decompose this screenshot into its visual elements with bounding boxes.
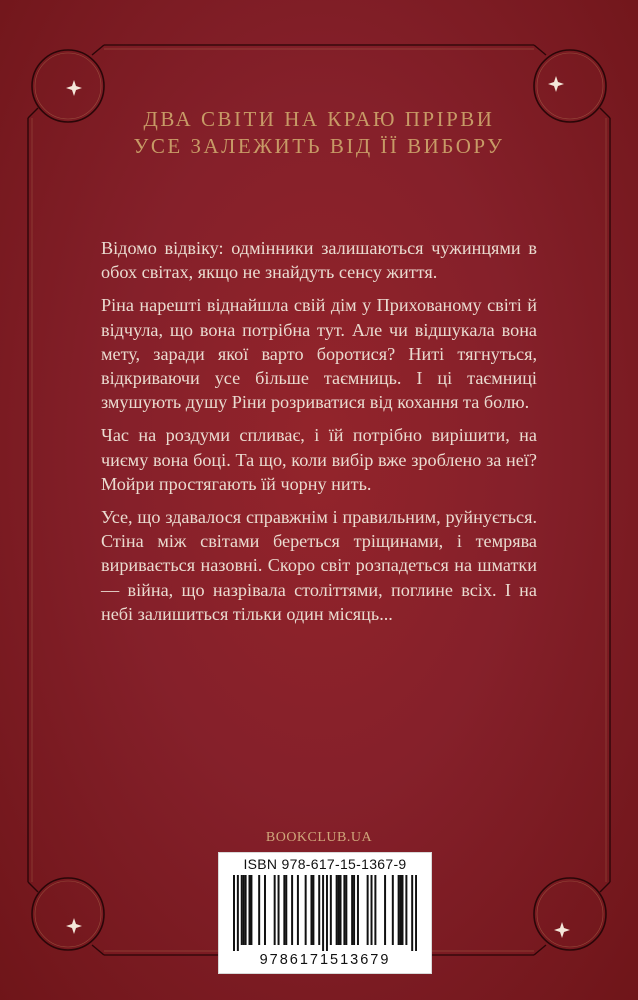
barcode-bar (371, 875, 373, 945)
barcode-bar (318, 875, 320, 945)
barcode-bar (237, 875, 239, 951)
barcode-bar (250, 875, 252, 945)
barcode-bar (330, 875, 332, 945)
barcode-bar (285, 875, 287, 945)
barcode-bar (278, 875, 280, 945)
barcode-bar (374, 875, 376, 945)
isbn-label: ISBN 978-617-15-1367-9 (243, 856, 407, 872)
barcode-bar (297, 875, 299, 945)
barcode-bar (402, 875, 404, 945)
barcode-bar (357, 875, 359, 945)
sparkle-star-icon (548, 76, 564, 92)
barcode-bar (233, 875, 235, 951)
blurb-paragraph-1: Відомо відвіку: одмінники залишаються чужинцями в обох світах, якщо не знайдуть сенсу життя. (101, 238, 537, 283)
barcode-bar (310, 875, 312, 945)
barcode-bars (233, 875, 417, 951)
barcode-bar (264, 875, 266, 945)
barcode-bar (283, 875, 285, 945)
publisher-url: BOOKCLUB.UA (265, 830, 373, 845)
barcode-bar (326, 875, 328, 951)
sparkle-star-icon (66, 918, 82, 934)
barcode-digits: 9786171513679 (259, 952, 391, 968)
barcode-bar (384, 875, 386, 945)
barcode-bar (248, 875, 250, 945)
blurb-paragraph-2: Ріна нарешті віднайшла свій дім у Прихованому світі й відчула, що вона потрібна тут. Але чи відшукала вона мету, заради якої варто боротися? Ниті тягнуться, відкриваючи усе більше таємниць. І ці таємниці змушують душу Ріни розриватися від кохання та болю. (101, 295, 537, 413)
barcode-bar (415, 875, 417, 951)
barcode-bar (353, 875, 355, 945)
blurb-text (101, 236, 537, 635)
barcode-bar (336, 875, 338, 945)
barcode-bar (340, 875, 342, 945)
barcode-bar (343, 875, 345, 945)
barcode-bar (367, 875, 369, 945)
blurb-paragraph-4: Усе, що здавалося справжнім і правильним, руйнується. Стіна між світами береться тріщинами, і темрява виривається назовні. Скоро світ розпадеться на шматки — війна, що назрівала століттями, поглине всіх. І на небі залишиться тільки один місяць... (101, 507, 537, 624)
barcode-bar (258, 875, 260, 945)
barcode-bar (291, 875, 293, 945)
barcode-bar (405, 875, 407, 945)
barcode-bar (322, 875, 324, 951)
sparkle-star-icon (554, 922, 570, 938)
barcode-bar (241, 875, 243, 945)
barcode-bar (243, 875, 245, 945)
barcode-bar (351, 875, 353, 945)
barcode-bar (338, 875, 340, 945)
barcode-bar (411, 875, 413, 951)
sparkle-star-icon (66, 80, 82, 96)
barcode-bar (312, 875, 314, 945)
barcode-bar (400, 875, 402, 945)
isbn-barcode (218, 852, 432, 974)
corner-bottom-right (534, 878, 610, 955)
barcode-bar (392, 875, 394, 945)
blurb-paragraph-3: Час на роздуми спливає, і їй потрібно вирішити, на чиєму вона боці. Та що, коли вибір вже зроблено за неї? Мойри простягають їй чорну нить. (101, 425, 537, 494)
tagline-line-1: ДВА СВІТИ НА КРАЮ ПРІРВИ (143, 107, 495, 131)
barcode-bar (305, 875, 307, 945)
barcode-bar (345, 875, 347, 945)
corner-bottom-left (28, 878, 104, 955)
barcode-bar (274, 875, 276, 945)
barcode-bar (245, 875, 247, 945)
barcode-bar (398, 875, 400, 945)
tagline-line-2: УСЕ ЗАЛЕЖИТЬ ВІД ЇЇ ВИБОРУ (133, 134, 505, 158)
